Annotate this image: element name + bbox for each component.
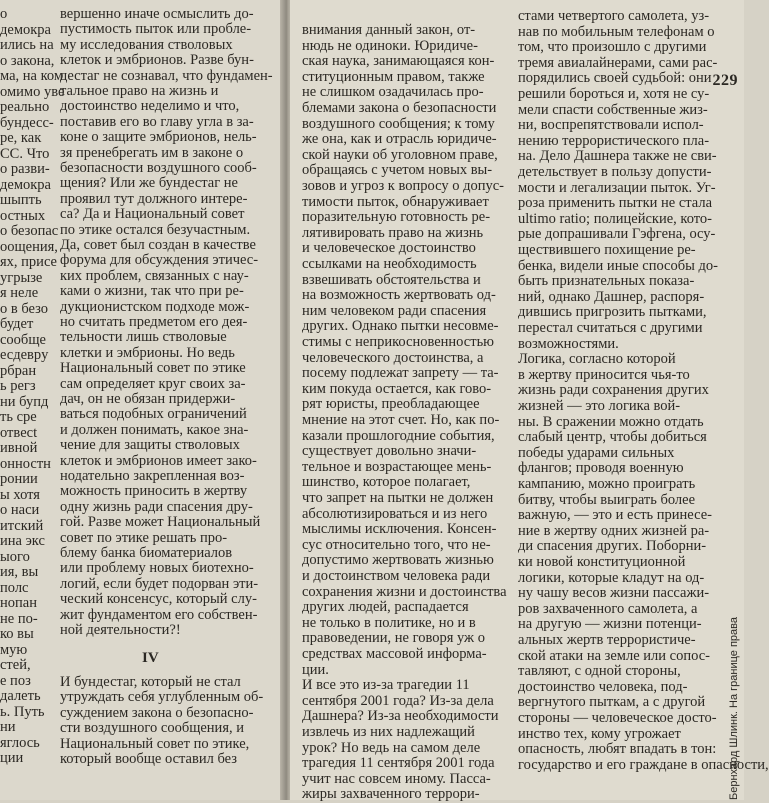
text-line: кампанию, можно проиграть — [518, 476, 696, 492]
fragment-line: ронии — [0, 471, 38, 487]
text-line: логики, которые кладут на од- — [518, 569, 705, 586]
text-line: важную, — это и есть принесе- — [518, 507, 712, 524]
fragment-line: я неле — [0, 285, 39, 301]
text-line: совет по этике решать про- — [60, 529, 228, 546]
text-line: возможностями. — [518, 335, 619, 352]
text-line: ссылками на необходимость — [302, 256, 477, 272]
text-line: правоведении, не говоря уж о — [302, 630, 485, 647]
section-heading: IV — [142, 650, 159, 666]
text-line: альных жертв террористиче- — [518, 632, 696, 648]
fragment-line: ы хотя — [0, 486, 40, 503]
text-line: человеческого достоинства, а — [302, 349, 484, 366]
text-line: блему банка биоматериалов — [60, 545, 233, 561]
text-line: рые допрашивали Гэфгена, осу- — [518, 226, 716, 243]
text-line: допустимо жертвовать жизнью — [302, 552, 494, 569]
text-line: государство и его граждане в опасности, — [518, 756, 769, 773]
text-line: нюдь не одиноки. Юридиче- — [302, 37, 478, 54]
text-line: клеток и эмбрионов имеет зако- — [60, 452, 257, 469]
text-line: который вообще оставил без — [60, 751, 237, 767]
fragment-line: рбран — [0, 362, 37, 379]
text-line: и должен понимать, какое зна- — [60, 421, 249, 438]
text-line: по этике остался безучастным. — [60, 221, 251, 238]
text-line: сентября 2001 года? Из-за дела — [302, 692, 494, 709]
text-line: ним человеком ради спасения — [302, 302, 487, 319]
fragment-line: е поз — [0, 672, 31, 689]
text-line: на. Дело Дашнера также не сви- — [518, 148, 717, 165]
text-line: ди спасения других. Поборни- — [518, 538, 707, 555]
text-line: и человеческое достоинство — [302, 240, 476, 257]
fragment-line: итский — [0, 517, 44, 534]
text-line: сохранения жизни и достоинства — [302, 583, 507, 600]
text-line: тельное и возрастающее мень- — [302, 458, 492, 475]
left-page — [0, 0, 284, 800]
fragment-line: онностн — [0, 455, 51, 472]
text-line: суждением закона о безопасно- — [60, 704, 254, 721]
text-line: одну жизнь ради спасения дру- — [60, 498, 253, 515]
text-line: Национальный совет по этике, — [60, 735, 250, 752]
text-line: форума для обсуждения этичес- — [60, 252, 259, 269]
fragment-line: ия, вы — [0, 564, 39, 580]
text-line: бенка, видели иные способы до- — [518, 257, 718, 274]
text-line: ной деятельности?! — [60, 622, 181, 638]
text-line: том, что произошло с другими — [518, 39, 707, 56]
text-line: ской науки об уголовном праве, — [302, 146, 498, 163]
text-line: поставив его во главу угла в за- — [60, 113, 254, 130]
fragment-line: ни бупд — [0, 393, 49, 410]
text-line: утруждать себя углубленным об- — [60, 689, 264, 706]
running-head — [728, 560, 742, 800]
text-line: трагедия 11 сентября 2001 года — [302, 755, 495, 772]
text-line: Да, совет был создан в качестве — [60, 237, 256, 253]
text-line: казали прошлогодние события, — [302, 427, 495, 444]
text-line: зя пренебрегать им в законе о — [60, 144, 244, 161]
text-line: Дашнера? Из-за необходимости — [302, 708, 499, 725]
text-line: мнение на этот счет. Но, как по- — [302, 412, 500, 428]
text-line: быть признательных показа- — [518, 273, 695, 290]
text-line: перестал считаться с другими — [518, 320, 703, 336]
page-number: 229 — [712, 72, 738, 89]
fragment-line: демокра — [0, 176, 51, 193]
text-line: зовов и угроз к вопросу о допус- — [302, 178, 504, 194]
text-line: урок? Но ведь на самом деле — [302, 739, 481, 756]
fragment-line: о — [0, 6, 8, 22]
right-page — [290, 0, 769, 803]
fragment-line: омимо уве — [0, 83, 65, 100]
text-line: щения? Или же бундестаг не — [60, 175, 238, 192]
text-line: ская наука, занимающаяся кон- — [302, 53, 495, 70]
text-line: ществившего похищение ре- — [518, 242, 696, 258]
text-line: достоинство неделимо и что, — [60, 98, 240, 115]
fragment-line: угрызе — [0, 269, 43, 286]
text-line: мости и легализации пыток. Уг- — [518, 179, 716, 196]
fragment-line: о наси — [0, 502, 40, 518]
text-line: вершенно иначе осмыслить до- — [60, 6, 254, 22]
text-line: взвешивать обстоятельства и — [302, 271, 481, 288]
text-line: са? Да и Национальный совет — [60, 206, 245, 223]
text-line: жизней — это логика вой- — [518, 398, 681, 414]
text-line: ultimo ratio; полицейские, кото- — [518, 210, 713, 227]
fragment-line: ивной — [0, 440, 38, 456]
text-line: сти воздушного сообщения, и — [60, 720, 244, 737]
fragment-line: ма, на ком — [0, 68, 64, 84]
fragment-line: не по- — [0, 610, 38, 627]
text-line: других. Однако пытки несовме- — [302, 318, 499, 335]
fragment-line: ились на — [0, 37, 54, 53]
text-line: рят юристы, преобладающее — [302, 396, 480, 413]
text-line: вергнутого пыткам, а с другой — [518, 694, 706, 711]
fragment-line: яглось — [0, 734, 40, 751]
text-line: или проблему новых биотехно- — [60, 560, 254, 577]
text-line: коне о защите эмбрионов, нель- — [60, 129, 257, 146]
text-line: ких проблем, связанных с нау- — [60, 267, 249, 284]
text-line: стами четвертого самолета, уз- — [518, 8, 710, 24]
fragment-line: ях, присе — [0, 254, 57, 270]
text-line: жит фундаментом его собствен- — [60, 606, 258, 623]
text-line: достоинство человека, под- — [518, 678, 688, 695]
text-line: Национальный совет по этике — [60, 360, 246, 377]
text-line: му исследования стволовых — [60, 36, 233, 53]
text-line: не слишком озадачилась про- — [302, 84, 484, 101]
text-line: же она, как и отрасль юридиче- — [302, 131, 497, 148]
text-line: гой. Разве может Национальный — [60, 514, 261, 531]
text-line: И все это из-за трагедии 11 — [302, 677, 470, 694]
text-line: флангов; проводя военную — [518, 460, 684, 477]
fragment-line: шыпть — [0, 192, 42, 208]
text-line: мыслимы исключения. Консен- — [302, 521, 497, 538]
fragment-line: нопан — [0, 595, 37, 611]
fragment-line: ко вы — [0, 626, 34, 642]
text-line: дач, он не обязан придержи- — [60, 391, 236, 407]
fragment-line: есдеврy — [0, 347, 49, 363]
text-line: нодательно закрепленная воз- — [60, 468, 245, 484]
fragment-line: о в безо — [0, 300, 49, 317]
fragment-line: ции — [0, 750, 24, 766]
text-line: сус относительно того, что не- — [302, 536, 491, 553]
text-line: дестаг не сознавал, что фундамен- — [60, 67, 273, 84]
text-line: жизнь ради сохранения других — [518, 382, 709, 399]
text-line: посему подлежат запрету — та- — [302, 365, 499, 382]
fragment-line: мую — [0, 641, 28, 658]
fragment-line: демокра — [0, 21, 51, 38]
text-line: блемами закона о безопасности — [302, 100, 497, 116]
text-line: учит нас совсем иному. Пасса- — [302, 770, 491, 787]
text-line: решили бороться и, хотя не су- — [518, 86, 710, 102]
text-line: И бундестаг, который не стал — [60, 674, 241, 690]
text-line: ками о жизни, так что при ре- — [60, 283, 244, 300]
fragment-line: реально — [0, 99, 50, 115]
text-line: ны. В сражении можно отдать — [518, 413, 704, 430]
fragment-line: отвect — [0, 424, 38, 441]
text-line: существует довольно значи- — [302, 443, 477, 460]
text-line: чение для защиты стволовых — [60, 437, 240, 454]
fragment-line: ре, как — [0, 130, 42, 146]
fragment-line: ни — [0, 719, 16, 735]
text-line: нению террористического пла- — [518, 132, 710, 149]
text-line: тавляют, с одной стороны, — [518, 663, 681, 680]
fragment-line: ь. Путь — [0, 703, 45, 720]
text-line: ни, воспрепятствовали испол- — [518, 117, 704, 134]
text-line: клеток и эмбрионов. Разве бун- — [60, 52, 254, 69]
text-line: ческий консенсус, который слу- — [60, 591, 257, 608]
text-line: шинство, которое полагает, — [302, 474, 471, 491]
text-line: клетки и эмбрионы. Но ведь — [60, 344, 235, 361]
text-line: стороны — человеческое досто- — [518, 710, 717, 726]
text-line: ской атаки на земле или сопос- — [518, 647, 710, 664]
fragment-line: далеть — [0, 688, 41, 704]
text-line: мели спасти собственные жиз- — [518, 101, 708, 118]
fragment-line: СС. Что — [0, 145, 50, 162]
text-line: поразительную готовность ре- — [302, 209, 491, 226]
text-line: абсолютизироваться и из него — [302, 505, 488, 522]
fragment-line: о закона, — [0, 52, 55, 69]
text-line: обращаясь с учетом новых вы- — [302, 162, 493, 179]
text-line: ки новой конституционной — [518, 554, 686, 570]
text-line: сам определяет круг своих за- — [60, 375, 246, 392]
fragment-line: о безопас — [0, 223, 59, 239]
text-line: ров захваченного самолета, а — [518, 600, 698, 617]
text-line: лятивировать право на жизнь — [302, 224, 484, 241]
fragment-line: остных — [0, 207, 46, 224]
text-line: битву, чтобы выиграть более — [518, 491, 696, 508]
text-line: в жертву приносится чья-то — [518, 366, 690, 383]
text-line: и достоинством человека ради — [302, 568, 491, 584]
text-line: стимы с неприкосновенностью — [302, 334, 495, 350]
fragment-line: ыого — [0, 548, 30, 565]
text-line: инство тех, кому угрожает — [518, 725, 681, 742]
fragment-line: стей, — [0, 657, 31, 673]
text-line: роза применить пытки не стала — [518, 195, 713, 212]
text-line: дившись пригрозить пытками, — [518, 304, 707, 321]
text-line: порядились своей судьбой: они — [518, 70, 712, 87]
text-line: ну чашу весов жизни пассажи- — [518, 585, 710, 602]
text-line: ваться подобных ограничений — [60, 406, 247, 423]
text-line: проявил тут должного интере- — [60, 190, 248, 207]
running-head-text: Бернхард Шлинк. На границе права — [728, 617, 740, 800]
text-line: можность приносить в жертву — [60, 483, 248, 500]
text-line: логий, если будет подорван эти- — [60, 575, 259, 592]
text-line: не только в политике, но и в — [302, 614, 476, 631]
text-line: Логика, согласно которой — [518, 351, 676, 368]
fragment-line: бундесс- — [0, 114, 54, 131]
fragment-line: ть сре — [0, 409, 37, 425]
text-line: воздушного сообщения; к тому — [302, 115, 495, 132]
text-line: детельствует в пользу допусти- — [518, 164, 712, 180]
text-line: ким покуда остается, как гово- — [302, 380, 492, 397]
text-line: что запрет на пытки не должен — [302, 490, 494, 506]
text-line: безопасности воздушного сооб- — [60, 160, 257, 176]
text-line: победы ударами сильных — [518, 444, 675, 461]
text-line: извлечь из них надлежащий — [302, 724, 475, 740]
text-line: внимания данный закон, от- — [302, 22, 476, 38]
text-line: опасность, любят впадать в тон: — [518, 741, 717, 758]
fragment-line: о разви- — [0, 161, 50, 177]
text-line: ции. — [302, 661, 329, 678]
text-line: средствах массовой информа- — [302, 646, 487, 662]
fragment-line: оощения, — [0, 238, 58, 255]
fragment-line: ь регз — [0, 378, 36, 394]
text-line: на другую — жизни потенци- — [518, 616, 702, 633]
text-line: тальное право на жизнь и — [60, 83, 219, 99]
fragment-line: сообще — [0, 331, 46, 348]
text-line: ний, однако Дашнер, распоря- — [518, 288, 705, 305]
text-line: слабый центр, чтобы добиться — [518, 429, 707, 446]
text-line: других людей, распадается — [302, 599, 469, 616]
text-line: жиры захваченного террори- — [302, 786, 480, 803]
fragment-line: будет — [0, 316, 34, 332]
text-line: но считать предметом его дея- — [60, 314, 248, 330]
text-line: на возможность жертвовать од- — [302, 287, 496, 304]
text-line: нав по мобильным телефонам о — [518, 23, 715, 40]
fragment-line: полс — [0, 579, 29, 596]
text-line: пустимость пыток или пробле- — [60, 21, 252, 38]
text-line: тимости пыток, обнаруживает — [302, 193, 489, 210]
text-line: тельности лишь стволовые — [60, 329, 227, 346]
fragment-line: ина экс — [0, 533, 45, 549]
text-line: ние в жертву одних жизней ра- — [518, 522, 710, 539]
text-line: ституционным правом, также — [302, 68, 485, 85]
text-line: дукционистском подходе мож- — [60, 298, 250, 315]
text-line: тремя авиалайнерами, сами рас- — [518, 54, 718, 71]
